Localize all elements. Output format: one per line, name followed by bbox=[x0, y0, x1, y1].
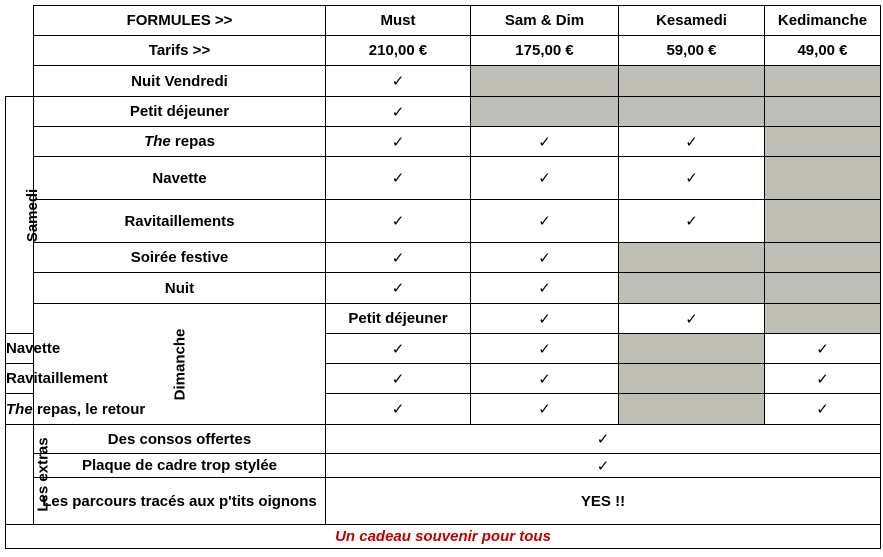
row-label-emphasis: The bbox=[6, 400, 33, 418]
table-row bbox=[6, 243, 881, 273]
row-label: Petit déjeuner bbox=[326, 304, 471, 334]
check-icon: ✓ bbox=[326, 127, 471, 157]
table-row bbox=[6, 97, 881, 127]
check-icon: ✓ bbox=[619, 200, 765, 243]
unavailable-cell bbox=[619, 66, 765, 97]
formula-price: 49,00 € bbox=[765, 36, 881, 66]
extra-label: Des consos offertes bbox=[34, 425, 326, 454]
footer-note: Un cadeau souvenir pour tous bbox=[6, 525, 881, 549]
row-label: Navette bbox=[6, 334, 34, 364]
unavailable-cell bbox=[619, 334, 765, 364]
check-icon: ✓ bbox=[619, 127, 765, 157]
row-label-emphasis: The bbox=[144, 133, 171, 150]
check-icon: ✓ bbox=[471, 273, 619, 304]
unavailable-cell bbox=[765, 157, 881, 200]
table-row bbox=[6, 157, 881, 200]
unavailable-cell bbox=[765, 97, 881, 127]
table-row bbox=[6, 127, 881, 157]
group-samedi bbox=[6, 97, 42, 334]
formula-name: Must bbox=[326, 6, 471, 36]
corner-blank bbox=[6, 6, 34, 97]
unavailable-cell bbox=[619, 243, 765, 273]
unavailable-cell bbox=[765, 66, 881, 97]
unavailable-cell bbox=[765, 304, 881, 334]
row-label: Ravitaillement bbox=[6, 364, 34, 394]
group-label: Les extras bbox=[34, 437, 52, 512]
extra-label: Plaque de cadre trop stylée bbox=[34, 454, 326, 478]
tarifs-label: Tarifs >> bbox=[34, 36, 326, 66]
unavailable-cell bbox=[471, 97, 619, 127]
header-row-tarifs bbox=[6, 36, 881, 66]
table-row bbox=[6, 200, 881, 243]
extra-label: Les parcours tracés aux p'tits oignons bbox=[34, 478, 326, 525]
formula-name: Sam & Dim bbox=[471, 6, 619, 36]
extras-row bbox=[6, 425, 881, 454]
unavailable-cell bbox=[619, 394, 765, 425]
check-icon: ✓ bbox=[326, 157, 471, 200]
check-icon: ✓ bbox=[765, 334, 881, 364]
unavailable-cell bbox=[765, 243, 881, 273]
check-icon: ✓ bbox=[619, 304, 765, 334]
check-icon: ✓ bbox=[326, 334, 471, 364]
check-icon: ✓ bbox=[765, 364, 881, 394]
group-label: Samedi bbox=[24, 188, 42, 242]
unavailable-cell bbox=[765, 200, 881, 243]
group-label: Dimanche bbox=[170, 328, 188, 400]
formula-price: 210,00 € bbox=[326, 36, 471, 66]
extras-row bbox=[6, 454, 881, 478]
row-label: The repas bbox=[34, 127, 326, 157]
row-label: Nuit bbox=[34, 273, 326, 304]
unavailable-cell bbox=[765, 127, 881, 157]
extra-value: YES !! bbox=[326, 478, 881, 525]
check-icon: ✓ bbox=[326, 273, 471, 304]
row-label: The repas, le retour bbox=[6, 394, 34, 425]
unavailable-cell bbox=[619, 364, 765, 394]
table-row bbox=[6, 304, 881, 334]
extra-value: ✓ bbox=[326, 425, 881, 454]
row-label: Ravitaillements bbox=[34, 200, 326, 243]
table-row bbox=[6, 66, 881, 97]
formula-name: Kesamedi bbox=[619, 6, 765, 36]
formules-label: FORMULES >> bbox=[34, 6, 326, 36]
group-extras bbox=[6, 425, 52, 525]
row-label: Navette bbox=[34, 157, 326, 200]
check-icon: ✓ bbox=[619, 157, 765, 200]
check-icon: ✓ bbox=[471, 157, 619, 200]
formula-price: 59,00 € bbox=[619, 36, 765, 66]
check-icon: ✓ bbox=[326, 364, 471, 394]
formules-table bbox=[5, 5, 881, 549]
unavailable-cell bbox=[765, 273, 881, 304]
footer-row bbox=[6, 525, 881, 549]
unavailable-cell bbox=[619, 97, 765, 127]
row-label: Soirée festive bbox=[34, 243, 326, 273]
table-row bbox=[6, 273, 881, 304]
extras-row bbox=[6, 478, 881, 525]
check-icon: ✓ bbox=[471, 200, 619, 243]
check-icon: ✓ bbox=[765, 394, 881, 425]
check-icon: ✓ bbox=[471, 334, 619, 364]
check-icon: ✓ bbox=[471, 394, 619, 425]
formula-price: 175,00 € bbox=[471, 36, 619, 66]
check-icon: ✓ bbox=[326, 66, 471, 97]
row-label: Nuit Vendredi bbox=[34, 66, 326, 97]
check-icon: ✓ bbox=[471, 304, 619, 334]
check-icon: ✓ bbox=[326, 243, 471, 273]
extra-value: ✓ bbox=[326, 454, 881, 478]
formula-name: Kedimanche bbox=[765, 6, 881, 36]
check-icon: ✓ bbox=[471, 243, 619, 273]
check-icon: ✓ bbox=[326, 200, 471, 243]
check-icon: ✓ bbox=[471, 127, 619, 157]
row-label: Petit déjeuner bbox=[34, 97, 326, 127]
check-icon: ✓ bbox=[326, 97, 471, 127]
unavailable-cell bbox=[619, 273, 765, 304]
check-icon: ✓ bbox=[471, 364, 619, 394]
check-icon: ✓ bbox=[326, 394, 471, 425]
unavailable-cell bbox=[471, 66, 619, 97]
header-row-formules bbox=[6, 6, 881, 36]
